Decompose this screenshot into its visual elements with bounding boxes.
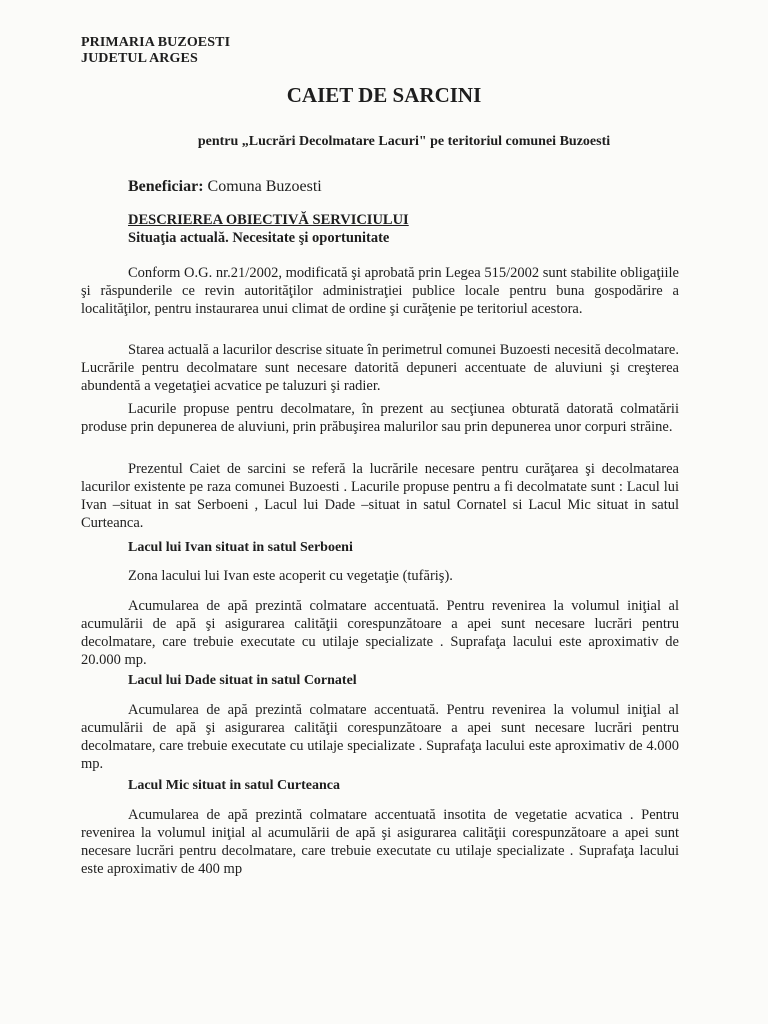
paragraph-legal-basis: Conform O.G. nr.21/2002, modificată şi aprobată prin Legea 515/2002 sunt stabilite obligaţiile şi răspunderile ce revin autorităţilor administraţiei publice locale pentru buna gospodărire a localităţilor, pentru instaurarea unui climat de ordine şi curăţenie pe teritoriul acestora. bbox=[81, 265, 679, 317]
lake-heading-dade: Lacul lui Dade situat in satul Cornatel bbox=[128, 673, 357, 688]
paragraph-scope: Prezentul Caiet de sarcini se referă la lucrările necesare pentru curăţarea şi decolmatarea lacurilor existente pe raza comunei Buzoesti . Lacurile propuse pentru a fi decolmatate sunt : Lacul lui Ivan –situat in sat Serboeni , Lacul lui Dade –situat in satul Cornatel si Lacul Mic situat in satul Curteanca. bbox=[81, 461, 679, 531]
document-subtitle: pentru „Lucrări Decolmatare Lacuri" pe teritoriul comunei Buzoesti bbox=[197, 134, 611, 149]
section-heading: DESCRIEREA OBIECTIVĂ SERVICIULUI bbox=[128, 212, 409, 228]
lake-heading-ivan: Lacul lui Ivan situat in satul Serboeni bbox=[128, 540, 353, 555]
lake-text-ivan: Acumularea de apă prezintă colmatare accentuată. Pentru revenirea la volumul iniţial al acumulării de apă şi asigurarea calităţii corespunzătoare a apei sunt necesare lucrări pentru decolmatare, care trebuie executate cu utilaje specializate . Suprafaţa lacului este aproximativ de 20.000 mp. bbox=[81, 598, 679, 668]
document-title: CAIET DE SARCINI bbox=[286, 83, 482, 107]
beneficiary-label: Beneficiar: bbox=[128, 178, 204, 195]
paragraph-current-state: Starea actuală a lacurilor descrise situate în perimetrul comunei Buzoesti necesită decolmatare. Lucrările pentru decolmatare sunt necesare datorită depuneri accentuate de aluviuni şi creşterea abundentă a vegetaţiei acvatice pe taluzuri şi radier. bbox=[81, 342, 679, 394]
lake-heading-mic: Lacul Mic situat in satul Curteanca bbox=[128, 778, 340, 793]
section-subheading: Situaţia actuală. Necesitate şi oportunitate bbox=[128, 230, 390, 246]
header-institution: PRIMARIA BUZOESTI bbox=[81, 35, 231, 50]
lake-text-dade: Acumularea de apă prezintă colmatare accentuată. Pentru revenirea la volumul iniţial al acumulării de apă şi asigurarea calităţii corespunzătoare a apei sunt necesare lucrări pentru decolmatare, care trebuie executate cu utilaje specializate . Suprafaţa lacului este aproximativ de 4.000 mp. bbox=[81, 702, 679, 772]
header-county: JUDETUL ARGES bbox=[81, 51, 198, 66]
beneficiary-line bbox=[128, 178, 322, 196]
beneficiary-value: Comuna Buzoesti bbox=[207, 178, 322, 195]
lake-note-ivan: Zona lacului lui Ivan este acoperit cu vegetaţie (tufăriş). bbox=[128, 568, 453, 584]
lake-text-mic: Acumularea de apă prezintă colmatare accentuată insotita de vegetatie acvatica . Pentru revenirea la volumul iniţial al acumulării de apă şi asigurarea calităţii corespunzătoare a apei sunt necesare lucrări pentru decolmatare, care trebuie executate cu utilaje specializate . Suprafaţa lacului este aproximativ de 400 mp bbox=[81, 807, 679, 877]
paragraph-obstruction: Lacurile propuse pentru decolmatare, în prezent au secţiunea obturată datorată colmatării produse prin depunerea de aluviuni, prin prăbuşirea malurilor sau prin depunerea unor corpuri străine. bbox=[81, 401, 679, 435]
